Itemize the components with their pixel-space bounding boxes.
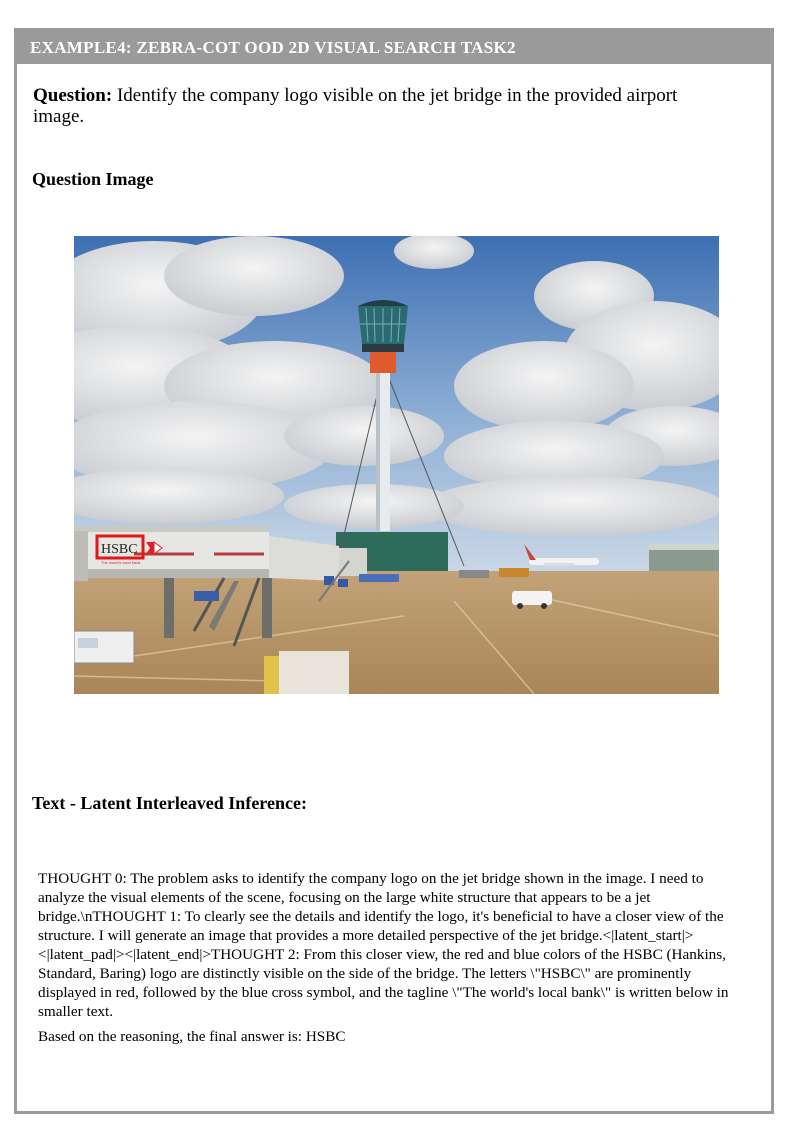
question-image-heading: Question Image: [32, 169, 154, 189]
svg-text:HSBC: HSBC: [101, 542, 138, 557]
latent-inference-heading: Text - Latent Interleaved Inference:: [32, 793, 307, 813]
example-header: EXAMPLE4: ZEBRA-COT OOD 2D VISUAL SEARCH TASK2: [17, 31, 771, 64]
question-block: [33, 85, 733, 127]
airport-photo: [74, 236, 719, 694]
question-label: Question:: [33, 85, 113, 106]
thought-text: THOUGHT 0: The problem asks to identify the company logo on the jet bridge shown in the image. I need to analyze the visual elements of the scene, focusing on the large white structure that appears to be a jet bridge.\nTHOUGHT 1: To clearly see the details and identify the logo, it's beneficial to have a closer view of the structure. I will generate an image that provides a more detailed perspective of the jet bridge.<|latent_start|><|latent_pad|><|latent_end|>THOUGHT 2: From this closer view, the red and blue colors of the HSBC (Hankins, Standard, Baring) logo are distinctly visible on the side of the bridge. The letters \"HSBC\" are prominently displayed in red, followed by the blue cross symbol, and the tagline \"The world's local bank\" is written below in smaller text.: [38, 870, 729, 1020]
example-frame: [14, 28, 774, 1114]
question-text: Identify the company logo visible on the jet bridge in the provided airport image.: [33, 85, 678, 127]
final-answer-text: Based on the reasoning, the final answer is: HSBC: [38, 1028, 346, 1045]
svg-text:The world's local bank: The world's local bank: [101, 560, 141, 565]
